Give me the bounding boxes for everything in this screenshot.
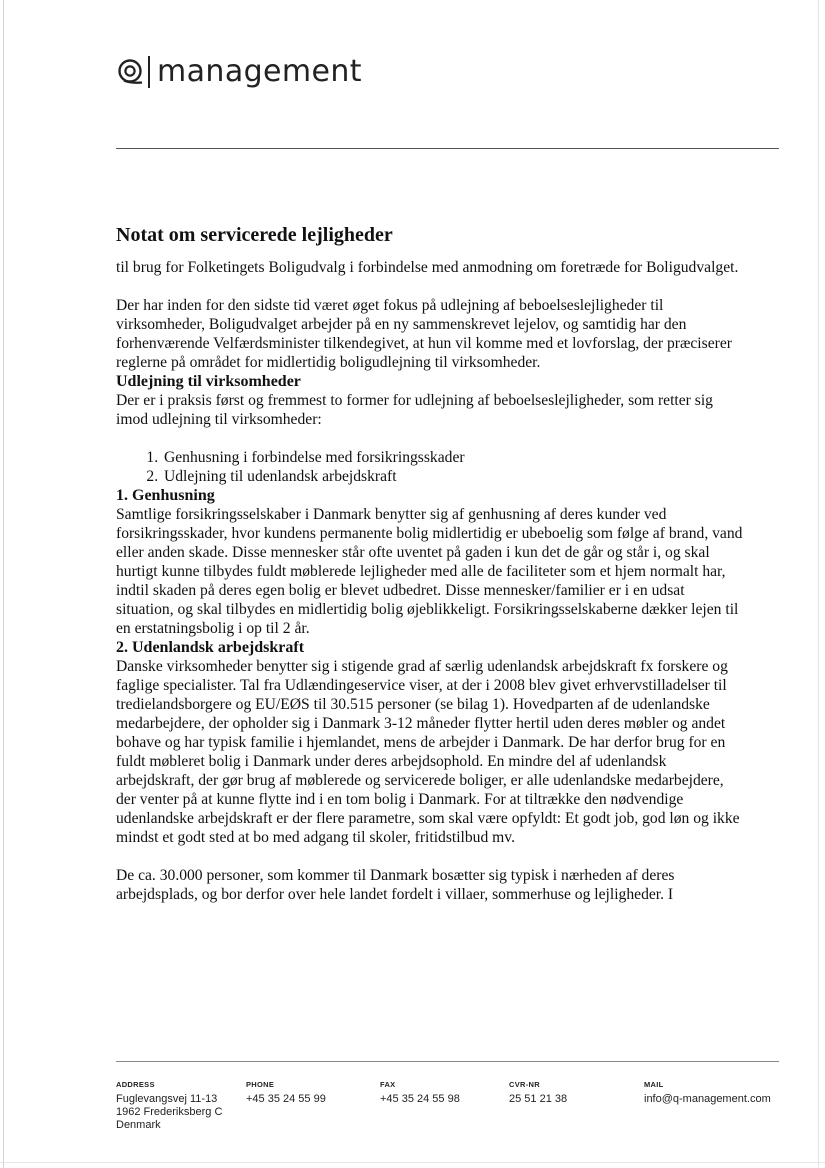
company-logo bbox=[116, 50, 362, 94]
section-heading-rental: Udlejning til virksomheder bbox=[116, 373, 301, 390]
footer-phone-label: PHONE bbox=[246, 1080, 275, 1089]
footer-address-label: ADDRESS bbox=[116, 1080, 155, 1089]
footer-address-line2: 1962 Frederiksberg C bbox=[116, 1106, 223, 1118]
section-heading-rehousing: 1. Genhusning bbox=[116, 487, 215, 504]
footer-address-line3: Denmark bbox=[116, 1119, 161, 1131]
logo-divider bbox=[148, 56, 150, 88]
document-title: Notat om servicerede lejligheder bbox=[116, 224, 393, 246]
footer-address-line1: Fuglevangsvej 11-13 bbox=[116, 1093, 218, 1105]
document-subtitle: til brug for Folketingets Boligudvalg i forbindelse med anmodning om foretræde for Boligudvalget. bbox=[116, 259, 739, 276]
scan-edge-bottom bbox=[0, 1162, 825, 1163]
section-text-foreign-labour: Danske virksomheder benytter sig i stigende grad af særlig udenlandsk arbejdskraft fx forskere og faglige specialister. Tal fra Udlændingeservice viser, at der i 2008 blev givet erhvervstilladelser til tredielandsborgere og EU/EØS til 30.515 personer (se bilag 1). Hovedparten af de udenlandske medarbejdere, der opholder sig i Danmark 3-12 måneder flytter hertil uden deres møbler og andet bohave og har typisk familie i hjemlandet, mens de arbejder i Danmark. De har derfor brug for en fuldt møbleret bolig i Danmark under deres arbejdsophold. En mindre del af udenlandsk arbejdskraft, der gør brug af møblerede og servicerede boliger, er alle udenlandske medarbejdere, der venter på at kunne flytte ind i en tom bolig i Danmark. For at tiltrække den nødvendige udenlandske arbejdskraft er der flere parametre, som skal være opfyldt: Et godt job, god løn og ikke mindst et godt sted at bo med adgang til skoler, fritidstilbud mv. bbox=[116, 658, 740, 846]
footer-address bbox=[116, 1080, 222, 1132]
list-item-rehousing: 1. Genhusning i forbindelse med forsikringsskader bbox=[162, 448, 746, 467]
header-rule bbox=[116, 148, 779, 149]
footer-mail-label: MAIL bbox=[644, 1080, 664, 1089]
footer-fax-label: FAX bbox=[380, 1080, 396, 1089]
footer-mail-value: info@q-management.com bbox=[644, 1093, 771, 1105]
footer-phone bbox=[246, 1080, 326, 1106]
rental-forms-list bbox=[116, 448, 746, 486]
list-item-foreign-labour: 2. Udlejning til udenlandsk arbejdskraft bbox=[162, 467, 746, 486]
footer-phone-value: +45 35 24 55 99 bbox=[246, 1093, 326, 1105]
footer-cvr-label: CVR-NR bbox=[509, 1080, 540, 1089]
logo-wordmark: management bbox=[157, 54, 362, 89]
scan-edge-right bbox=[818, 0, 819, 1168]
scan-edge-left bbox=[3, 0, 4, 1168]
document-body bbox=[116, 222, 746, 904]
section-text-rehousing: Samtlige forsikringsselskaber i Danmark benytter sig af genhusning af deres kunder ved forsikringsskader, hvor kundens permanente bolig midlertidig er ubeboelig som følge af brand, vand eller anden skade. Disse mennesker står ofte uventet på gaden i kun det de går og står i, og skal hurtigt kunne tilbydes fuldt møblerede lejligheder med alle de faciliteter som et hjem normalt har, indtil skaden på deres egen bolig er blevet udbedret. Disse mennesker/familier er i en udsat situation, og skal tilbydes en midlertidig bolig øjeblikkeligt. Forsikringsselskaberne dækker lejen til en erstatningsbolig i op til 2 år. bbox=[116, 506, 743, 637]
footer-mail bbox=[644, 1080, 771, 1106]
section-text-rental: Der er i praksis først og fremmest to former for udlejning af beboelseslejligheder, som retter sig imod udlejning til virksomheder: bbox=[116, 392, 713, 428]
footer-fax bbox=[380, 1080, 460, 1106]
footer-rule bbox=[116, 1061, 779, 1062]
closing-paragraph: De ca. 30.000 personer, som kommer til Danmark bosætter sig typisk i nærheden af deres arbejdsplads, og bor derfor over hele landet fordelt i villaer, sommerhuse og lejligheder. I bbox=[116, 867, 675, 903]
footer-cvr-value: 25 51 21 38 bbox=[509, 1093, 568, 1105]
footer-fax-value: +45 35 24 55 98 bbox=[380, 1093, 460, 1105]
q-logo-icon bbox=[116, 58, 144, 86]
footer-cvr bbox=[509, 1080, 567, 1106]
section-heading-foreign-labour: 2. Udenlandsk arbejdskraft bbox=[116, 639, 305, 656]
intro-paragraph: Der har inden for den sidste tid været øget fokus på udlejning af beboelseslejligheder til virksomheder, Boligudvalget arbejder på en ny sammenskrevet lejelov, og samtidig har den forhenværende Velfærdsminister tilkendegivet, at hun vil komme med et lovforslag, der præciserer reglerne på området for midlertidig boligudlejning til virksomheder. bbox=[116, 297, 732, 371]
